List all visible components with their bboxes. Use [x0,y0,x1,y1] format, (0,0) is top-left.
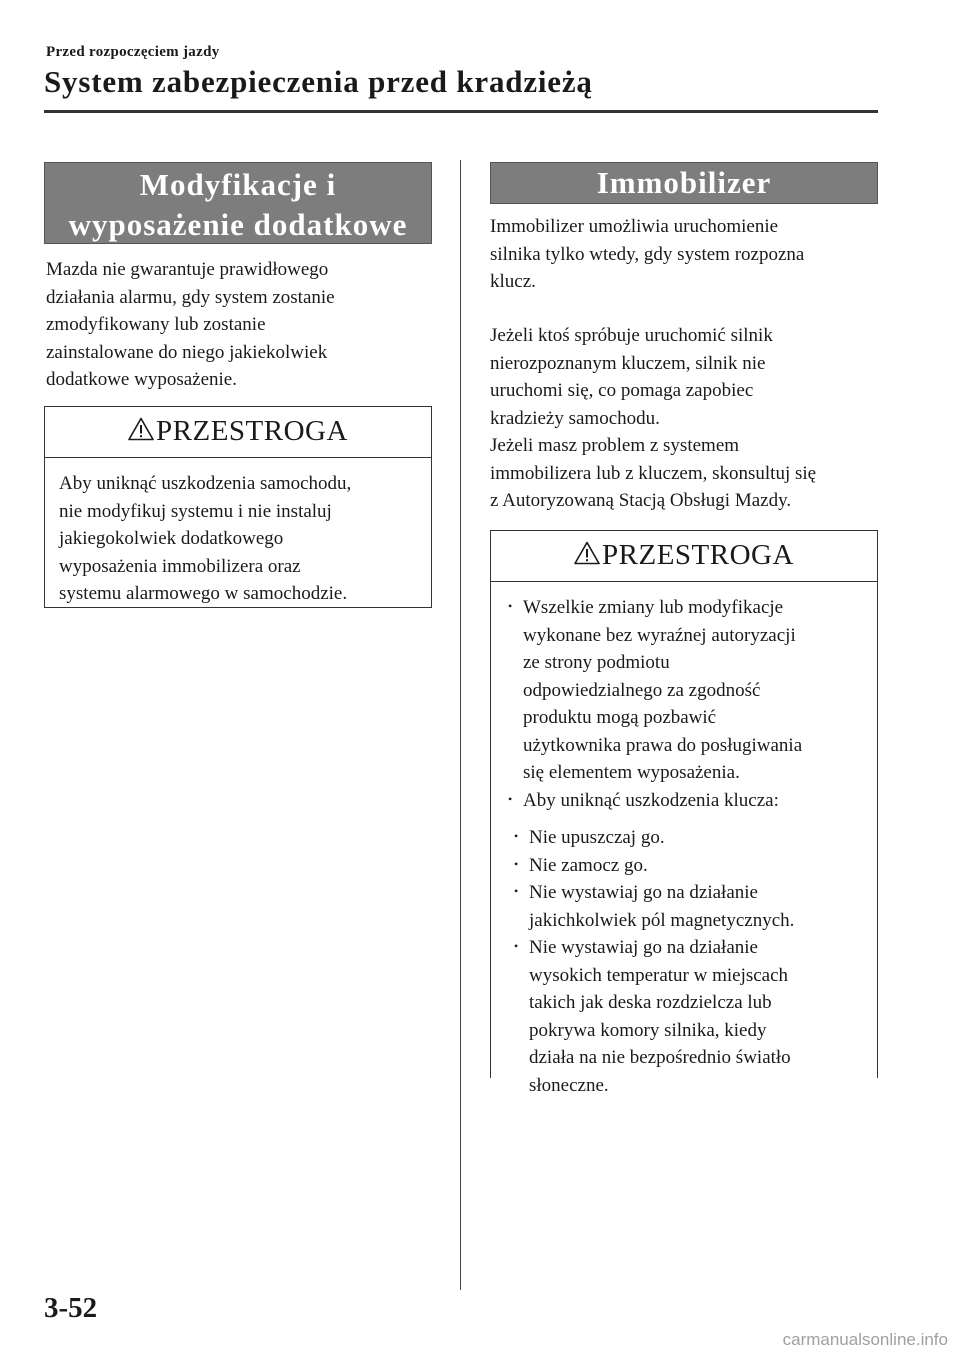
section-heading-immobilizer: Immobilizer [490,162,878,204]
caution-box-immobilizer [490,530,878,1096]
bullet-item: • Aby uniknąć uszkodzenia klucza: [503,787,877,815]
caution-heading-label: PRZESTROGA [602,539,794,571]
sub-bullet-item: • Nie wystawiaj go na działanie wysokich temperatur w miejscach takich jak deska rozdzielcza lub pokrywa komory silnika, kiedy działa na nie bezpośrednio światło słoneczne. [509,934,877,1099]
warning-triangle-icon [574,541,600,565]
watermark: carmanualsonline.info [782,1330,948,1349]
caution-bullet-list [491,582,877,814]
sub-bullet-item: • Nie wystawiaj go na działanie jakichkolwiek pól magnetycznych. [509,879,877,934]
section-heading-modifications [44,162,432,244]
section-heading-line2: wyposażenie dodatkowe [68,207,408,242]
section-pretitle: Przed rozpoczęciem jazdy [46,44,220,60]
immobilizer-intro-paragraph: Immobilizer umożliwia uruchomienie silnika tylko wtedy, gdy system rozpozna klucz. [490,216,805,292]
caution-heading [491,531,877,582]
immobilizer-details-paragraph: Jeżeli ktoś spróbuje uruchomić silnik nierozpoznanym kluczem, silnik nie uruchomi się, co pomaga zapobiec kradzieży samochodu. Jeżeli masz problem z systemem immobilizera lub z kluczem, skonsultuj się z Autoryzowaną Stacją Obsługi Mazdy. [490,325,817,511]
modifications-paragraph: Mazda nie gwarantuje prawidłowego działania alarmu, gdy system zostanie zmodyfikowany lub zostanie zainstalowane do niego jakiekolwiek dodatkowe wyposażenie. [46,259,335,390]
caution-heading [45,407,431,458]
caution-sub-bullet-list [491,824,877,1099]
warning-triangle-icon [128,417,154,441]
column-divider [460,160,461,1290]
caution-heading-label: PRZESTROGA [156,415,348,447]
section-heading-line1: Modyfikacje i [139,167,337,202]
caution-box-modifications [44,406,432,608]
sub-bullet-item: • Nie zamocz go. [509,852,877,880]
sub-bullet-item: • Nie upuszczaj go. [509,824,877,852]
caution-text: Aby uniknąć uszkodzenia samochodu, nie modyfikuj systemu i nie instaluj jakiegokolwiek dodatkowego wyposażenia immobilizera oraz systemu alarmowego w samochodzie. [59,473,352,604]
title-divider [44,110,878,113]
page-number: 3-52 [44,1292,98,1324]
bullet-item: • Wszelkie zmiany lub modyfikacje wykonane bez wyraźnej autoryzacji ze strony podmiotu odpowiedzialnego za zgodność produktu mogą pozbawić użytkownika prawa do posługiwania się elementem wyposażenia. [503,594,877,787]
page-title: System zabezpieczenia przed kradzieżą [44,64,593,99]
